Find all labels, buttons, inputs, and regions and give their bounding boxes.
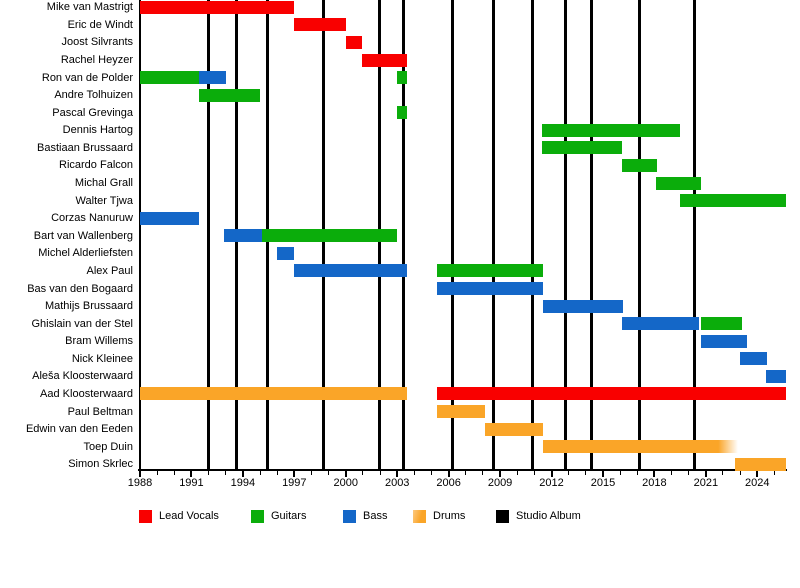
- minor-tick: [482, 471, 483, 475]
- timeline-bar-lead_vocals: [140, 1, 294, 14]
- member-label: Corzas Nanuruw: [51, 212, 133, 225]
- legend-swatch-guitars: [251, 510, 264, 523]
- member-label: Aad Kloosterwaard: [40, 387, 133, 400]
- member-label: Joost Silvrants: [61, 36, 133, 49]
- minor-tick: [688, 471, 689, 475]
- timeline-bar-guitars: [397, 71, 406, 84]
- minor-tick: [431, 471, 432, 475]
- timeline-bar-guitars: [622, 159, 657, 172]
- timeline-bar-guitars: [262, 229, 397, 242]
- member-label: Ron van de Polder: [41, 71, 133, 84]
- minor-tick: [465, 471, 466, 475]
- timeline-bar-guitars: [437, 264, 543, 277]
- timeline-bar-bass: [199, 71, 226, 84]
- minor-tick: [637, 471, 638, 475]
- year-label: 2024: [745, 477, 770, 489]
- minor-tick: [277, 471, 278, 475]
- timeline-bar-drums: [437, 405, 485, 418]
- member-label: Aleša Kloosterwaard: [32, 370, 133, 383]
- timeline-bar-guitars: [701, 317, 742, 330]
- timeline-bar-bass: [766, 370, 787, 383]
- member-label: Mathijs Brussaard: [44, 300, 133, 313]
- member-label: Bram Willems: [65, 335, 133, 348]
- member-label: Rachel Heyzer: [60, 54, 133, 67]
- member-label: Bart van Wallenberg: [33, 229, 133, 242]
- timeline-bar-bass: [543, 300, 623, 313]
- timeline-bar-guitars: [397, 106, 406, 119]
- member-label: Michel Alderliefsten: [38, 247, 133, 260]
- minor-tick: [157, 471, 158, 475]
- legend-swatch-studio_album: [496, 510, 509, 523]
- legend-swatch-bass: [343, 510, 356, 523]
- timeline-bar-drums: [485, 423, 543, 436]
- year-label: 2015: [590, 477, 616, 489]
- legend-label: Drums: [433, 510, 466, 522]
- minor-tick: [414, 471, 415, 475]
- year-label: 1997: [282, 477, 307, 489]
- x-axis-line: [138, 469, 787, 471]
- minor-tick: [362, 471, 363, 475]
- minor-tick: [774, 471, 775, 475]
- minor-tick: [328, 471, 329, 475]
- member-label: Dennis Hartog: [62, 124, 133, 137]
- minor-tick: [208, 471, 209, 475]
- member-label: Toep Duin: [83, 440, 133, 453]
- legend-label: Studio Album: [516, 510, 581, 522]
- year-label: 2018: [642, 477, 667, 489]
- timeline-bar-guitars: [199, 89, 260, 102]
- member-label: Simon Skrlec: [68, 458, 133, 471]
- minor-tick: [260, 471, 261, 475]
- minor-tick: [517, 471, 518, 475]
- timeline-bar-bass: [622, 317, 699, 330]
- member-label: Nick Kleinee: [71, 352, 133, 365]
- minor-tick: [671, 471, 672, 475]
- member-label: Mike van Mastrigt: [46, 1, 133, 14]
- legend-swatch-lead_vocals: [139, 510, 152, 523]
- member-label: Walter Tjwa: [75, 194, 133, 207]
- year-label: 1991: [179, 477, 204, 489]
- member-label: Ghislain van der Stel: [31, 317, 133, 330]
- timeline-bar-bass: [701, 335, 747, 348]
- timeline-bar-lead_vocals: [346, 36, 362, 49]
- timeline-bar-bass: [140, 212, 199, 225]
- member-label: Alex Paul: [86, 264, 133, 277]
- minor-tick: [568, 471, 569, 475]
- minor-tick: [225, 471, 226, 475]
- timeline-bar-guitars: [656, 177, 701, 190]
- year-label: 2000: [333, 477, 358, 489]
- member-label: Ricardo Falcon: [59, 159, 133, 172]
- legend-swatch-drums: [413, 510, 426, 523]
- minor-tick: [585, 471, 586, 475]
- timeline-bar-drums: [735, 458, 786, 471]
- member-label: Eric de Windt: [67, 18, 133, 31]
- year-label: 2021: [693, 477, 719, 489]
- timeline-bar-guitars: [542, 141, 622, 154]
- minor-tick: [174, 471, 175, 475]
- member-label: Pascal Grevinga: [52, 106, 133, 119]
- timeline-bar-bass: [277, 247, 294, 260]
- year-label: 1988: [127, 477, 153, 489]
- minor-tick: [380, 471, 381, 475]
- minor-tick: [534, 471, 535, 475]
- member-label: Michal Grall: [74, 177, 133, 190]
- timeline-bar-guitars: [140, 71, 199, 84]
- timeline-bar-drums: [543, 440, 738, 453]
- year-label: 2009: [487, 477, 513, 489]
- minor-tick: [311, 471, 312, 475]
- legend-label: Lead Vocals: [159, 510, 219, 522]
- timeline-bar-drums: [140, 387, 407, 400]
- timeline-bar-lead_vocals: [437, 387, 787, 400]
- legend-label: Bass: [363, 510, 388, 522]
- member-label: Andre Tolhuizen: [54, 89, 133, 102]
- timeline-bar-guitars: [680, 194, 786, 207]
- member-label: Bas van den Bogaard: [27, 282, 133, 295]
- timeline-bar-lead_vocals: [362, 54, 407, 67]
- timeline-bar-bass: [740, 352, 767, 365]
- minor-tick: [722, 471, 723, 475]
- year-label: 2003: [384, 477, 410, 489]
- timeline-bar-bass: [294, 264, 407, 277]
- minor-tick: [620, 471, 621, 475]
- year-label: 2012: [539, 477, 564, 489]
- timeline-bar-bass: [437, 282, 543, 295]
- member-label: Bastiaan Brussaard: [37, 141, 133, 154]
- minor-tick: [740, 471, 741, 475]
- timeline-bar-lead_vocals: [294, 18, 345, 31]
- year-label: 1994: [230, 477, 256, 489]
- member-label: Edwin van den Eeden: [25, 423, 133, 436]
- timeline-bar-guitars: [542, 124, 680, 137]
- legend-label: Guitars: [271, 510, 307, 522]
- member-label: Paul Beltman: [67, 405, 133, 418]
- year-label: 2006: [436, 477, 461, 489]
